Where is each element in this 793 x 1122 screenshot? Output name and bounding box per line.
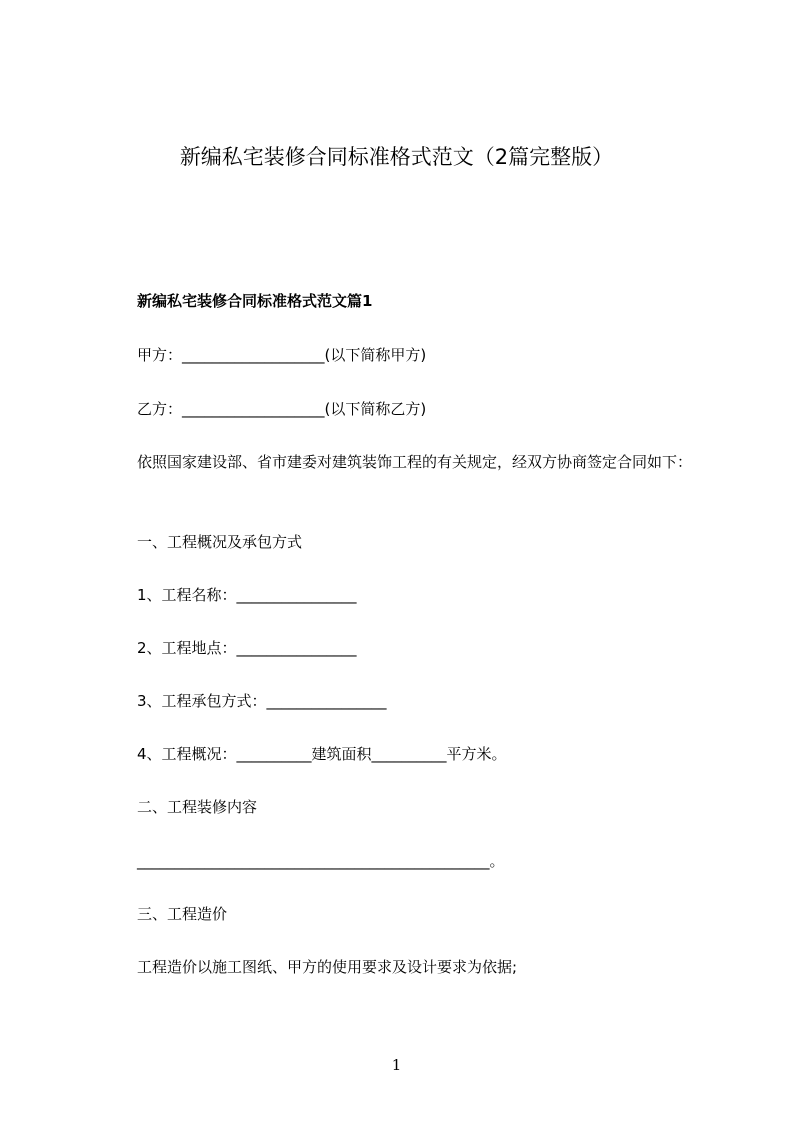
document-title: 新编私宅装修合同标准格式范文（2篇完整版） [179, 145, 614, 169]
party-a-line: 甲方：___________________(以下简称甲方) [137, 346, 427, 364]
page-number: 1 [391, 1056, 402, 1074]
clause-2-blank-line: _______________________________________________。 [137, 852, 505, 870]
clause-1-item-2: 2、工程地点：________________ [137, 639, 357, 657]
clause-3-heading: 三、工程造价 [137, 905, 228, 923]
clause-1-item-3: 3、工程承包方式：________________ [137, 692, 387, 710]
clause-3-text: 工程造价以施工图纸、甲方的使用要求及设计要求为依据; [137, 958, 518, 976]
party-b-line: 乙方：___________________(以下简称乙方) [137, 400, 427, 418]
section-heading: 新编私宅装修合同标准格式范文篇1 [137, 292, 373, 310]
clause-2-heading: 二、工程装修内容 [137, 798, 258, 816]
clause-1-heading: 一、工程概况及承包方式 [137, 533, 303, 551]
intro-paragraph: 依照国家建设部、省市建委对建筑装饰工程的有关规定，经双方协商签定合同如下： [137, 453, 693, 471]
clause-1-item-4: 4、工程概况：__________建筑面积__________平方米。 [137, 745, 507, 763]
clause-1-item-1: 1、工程名称：________________ [137, 586, 357, 604]
